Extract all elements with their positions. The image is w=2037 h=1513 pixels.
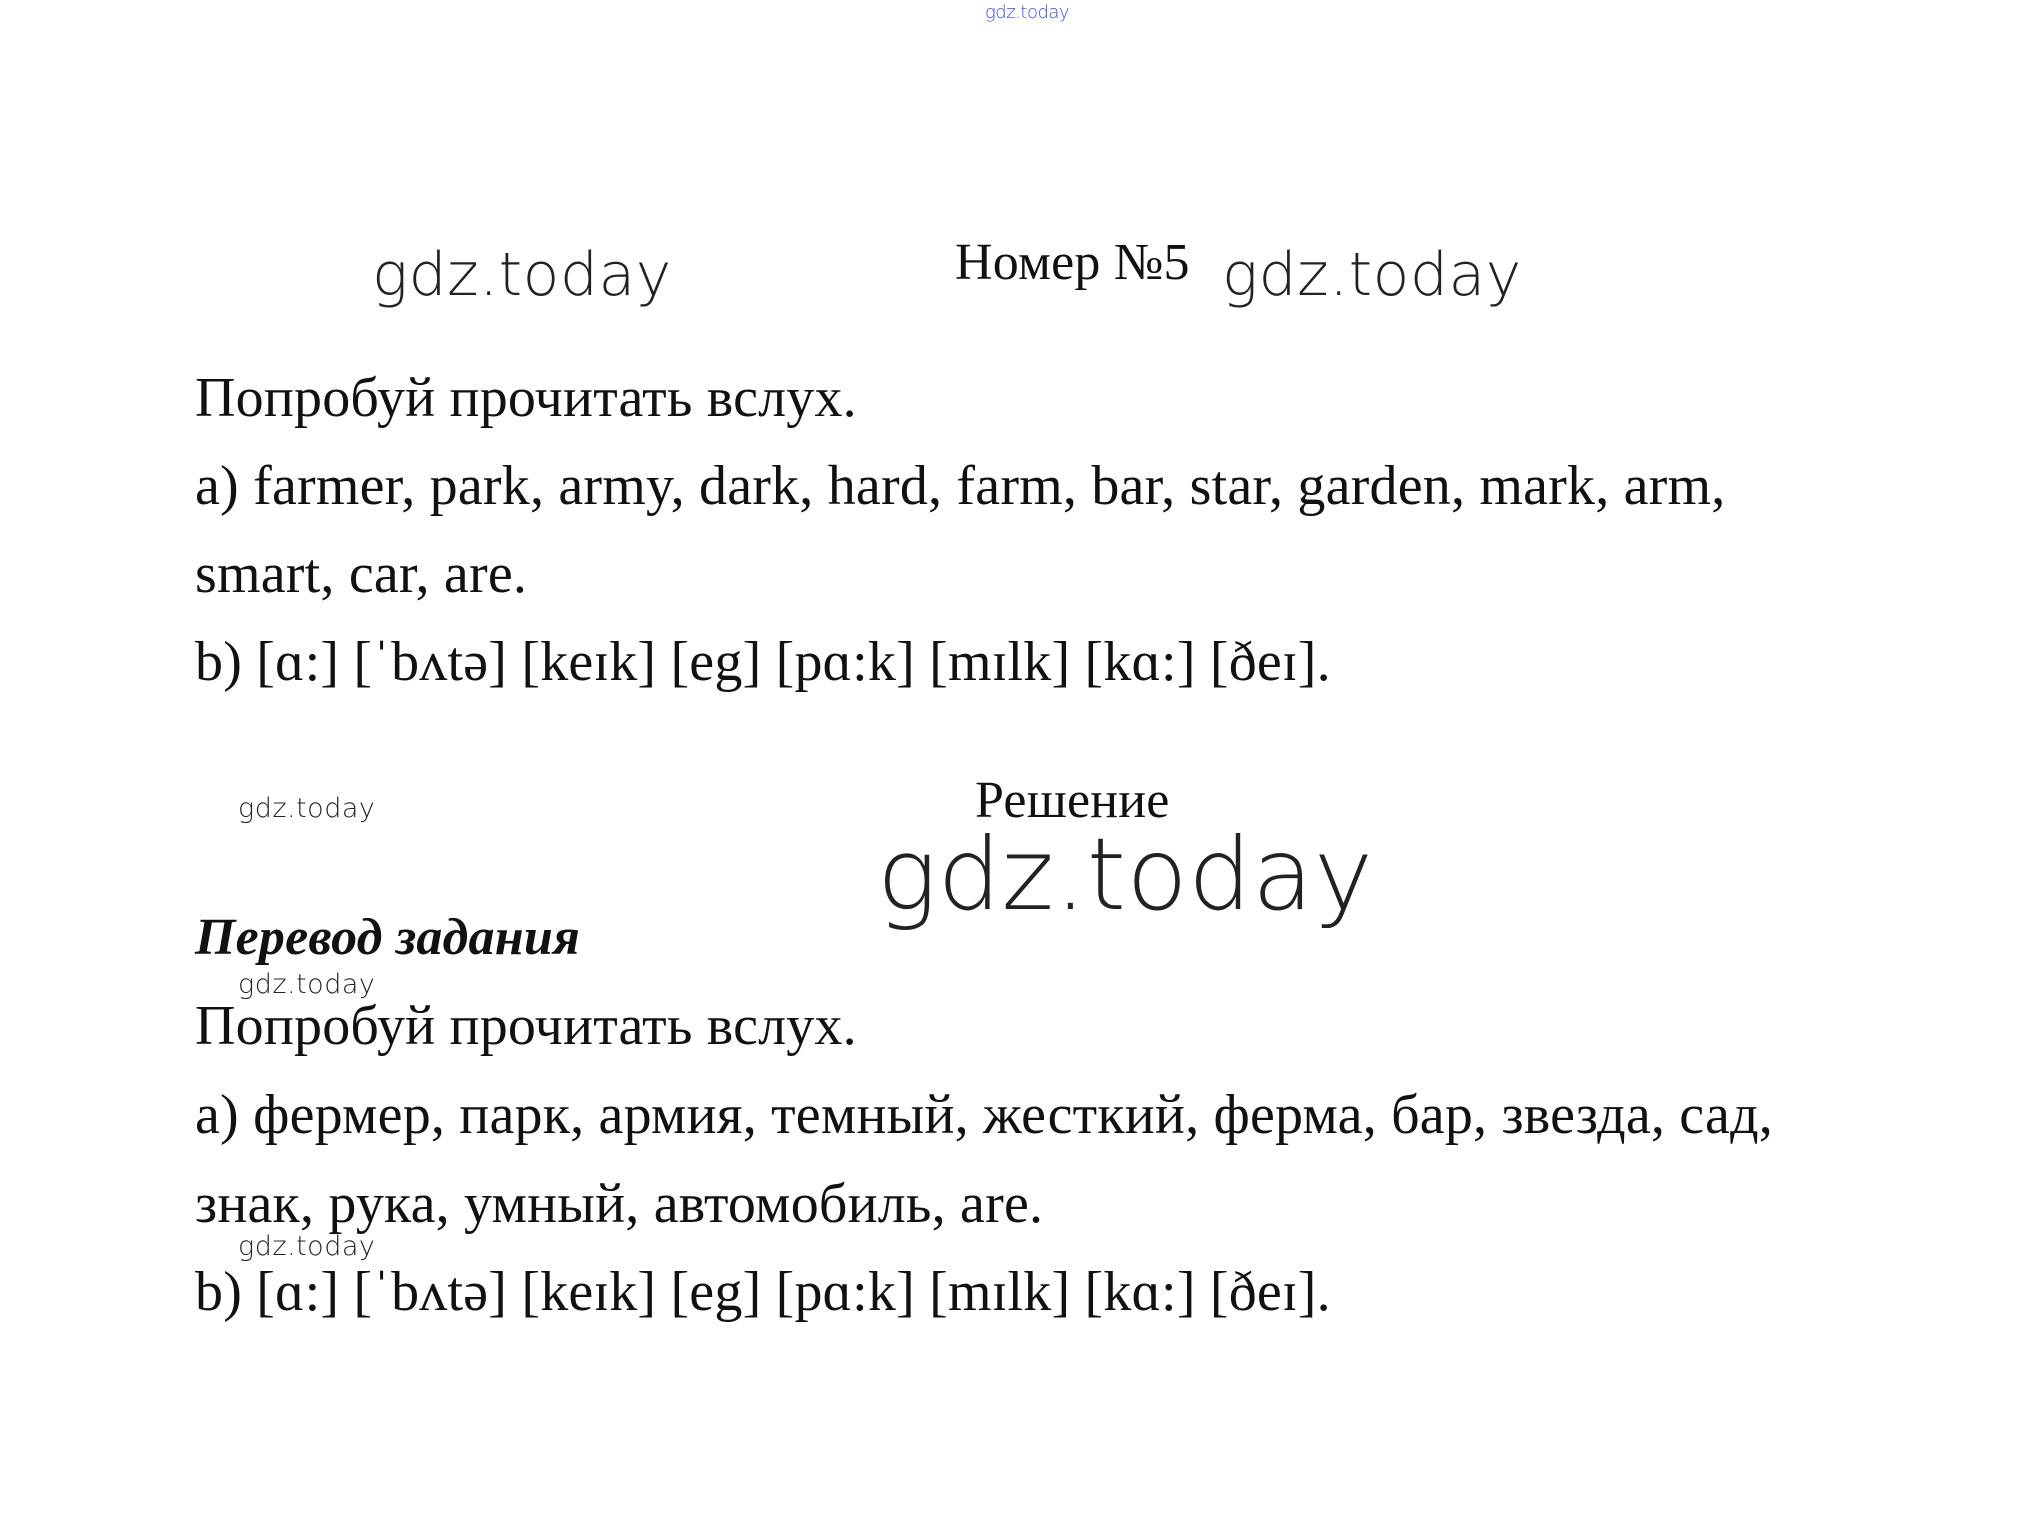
solution-title: Решение — [975, 772, 1170, 829]
task-line-a1: a) farmer, park, army, dark, hard, farm, bar, star, garden, mark, arm, — [195, 455, 1726, 517]
task-title: Номер №5 — [955, 234, 1190, 291]
watermark-header-left: gdz.today — [372, 240, 672, 310]
solution-line-a1: a) фермер, парк, армия, темный, жесткий, ферма, бар, звезда, сад, — [195, 1084, 1773, 1146]
watermark-small-3: gdz.today — [238, 1231, 376, 1262]
task-line-b: b) [ɑ:] [ˈbʌtə] [keɪk] [eg] [pɑ:k] [mɪlk] [kɑ:] [ðeɪ]. — [195, 631, 1331, 693]
watermark-small-2: gdz.today — [238, 969, 376, 1000]
solution-line-b: b) [ɑ:] [ˈbʌtə] [keɪk] [eg] [pɑ:k] [mɪlk] [kɑ:] [ðeɪ]. — [195, 1261, 1331, 1323]
watermark-top: gdz.today — [985, 2, 1070, 23]
watermark-big: gdz.today — [877, 816, 1374, 933]
watermark-header-right: gdz.today — [1222, 240, 1522, 310]
task-line-a2: smart, car, are. — [195, 543, 528, 605]
solution-line-a2: знак, рука, умный, автомобиль, are. — [195, 1173, 1044, 1235]
task-instruction: Попробуй прочитать вслух. — [195, 367, 857, 429]
solution-subheading: Перевод задания — [195, 909, 580, 966]
watermark-small-1: gdz.today — [238, 793, 376, 824]
solution-instruction: Попробуй прочитать вслух. — [195, 995, 857, 1057]
